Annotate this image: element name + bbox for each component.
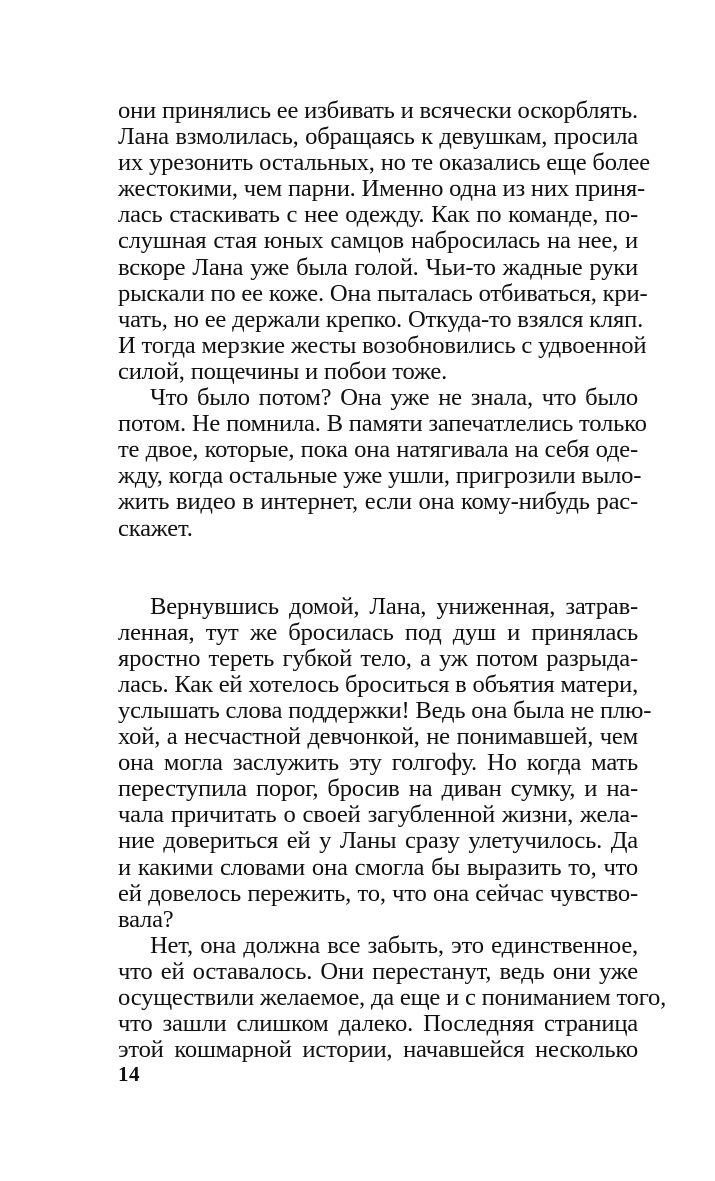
text-line: Нет, она должна все забыть, это единственное, bbox=[150, 931, 638, 959]
text-line: слушная стая юных самцов набросилась на нее, и bbox=[118, 227, 638, 255]
text-line: их урезонить остальных, но те оказались еще более bbox=[118, 149, 650, 177]
body-text bbox=[118, 97, 667, 1064]
text-line: жить видео в интернет, если она кому-нибудь рас- bbox=[118, 488, 638, 516]
text-line: Вернувшись домой, Лана, униженная, затрав- bbox=[150, 592, 638, 620]
text-line: лась. Как ей хотелось броситься в объятия матери, bbox=[118, 670, 639, 698]
paragraph-2 bbox=[118, 384, 647, 542]
text-line: те двое, которые, пока она натягивала на себя оде- bbox=[118, 436, 638, 464]
paragraph-4 bbox=[118, 931, 667, 1064]
text-line: чала причитать о своей загубленной жизни, жела- bbox=[118, 801, 638, 829]
text-line: вала? bbox=[118, 905, 174, 933]
text-line: скажет. bbox=[118, 514, 193, 542]
text-line: ние довериться ей у Ланы сразу улетучилось. Да bbox=[118, 827, 638, 855]
text-line: Лана взмолилась, обращаясь к девушкам, просила bbox=[118, 123, 638, 151]
text-line: лась стаскивать с нее одежду. Как по команде, по- bbox=[118, 201, 638, 229]
text-line: И тогда мерзкие жесты возобновились с удвоенной bbox=[118, 331, 647, 359]
text-line: она могла заслужить эту голгофу. Но когда мать bbox=[118, 749, 638, 777]
paragraph-1 bbox=[118, 97, 650, 385]
text-line: что ей оставалось. Они перестанут, ведь они уже bbox=[118, 957, 638, 985]
page-number: 14 bbox=[118, 1062, 140, 1086]
text-line: Что было потом? Она уже не знала, что было bbox=[150, 384, 638, 412]
text-line: они принялись ее избивать и всячески оскорблять. bbox=[118, 97, 638, 124]
section-break bbox=[118, 542, 638, 594]
text-line: этой кошмарной истории, начавшейся несколько bbox=[118, 1036, 638, 1064]
text-line: чать, но ее держали крепко. Откуда-то взялся кляп. bbox=[118, 305, 644, 333]
text-line: жду, когда остальные уже ушли, пригрозили выло- bbox=[118, 462, 642, 490]
text-line: и какими словами она смогла бы выразить то, что bbox=[118, 853, 638, 881]
text-line: ей довелось пережить, то, что она сейчас чувство- bbox=[118, 879, 638, 907]
text-line: вскоре Лана уже была голой. Чьи-то жадные руки bbox=[118, 253, 638, 281]
text-line: что зашли слишком далеко. Последняя страница bbox=[118, 1010, 638, 1038]
text-line: яростно тереть губкой тело, а уж потом разрыда- bbox=[118, 644, 638, 672]
text-line: ленная, тут же бросилась под душ и принялась bbox=[118, 618, 638, 646]
text-line: осуществили желаемое, да еще и с пониманием того, bbox=[118, 984, 667, 1011]
paragraph-3 bbox=[118, 592, 652, 933]
text-line: переступила порог, бросив на диван сумку, и на- bbox=[118, 775, 638, 803]
text-line: потом. Не помнила. В памяти запечатлелись только bbox=[118, 410, 647, 438]
text-line: силой, пощечины и побои тоже. bbox=[118, 357, 448, 385]
text-line: жестокими, чем парни. Именно одна из них приня- bbox=[118, 175, 645, 203]
text-line: рыскали по ее коже. Она пыталась отбиваться, кри- bbox=[118, 279, 648, 307]
text-line: хой, а несчастной девчонкой, не понимавшей, чем bbox=[118, 723, 638, 751]
text-line: услышать слова поддержки! Ведь она была не плю- bbox=[118, 696, 652, 724]
